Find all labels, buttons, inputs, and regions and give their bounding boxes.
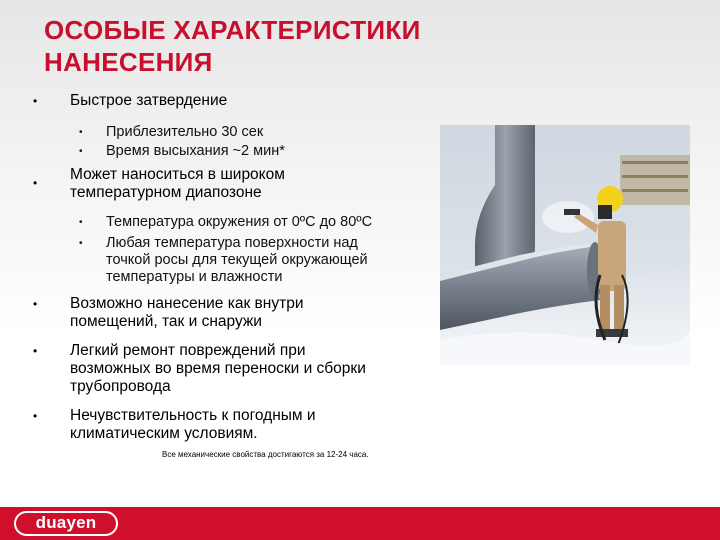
- bullet-1: [33, 92, 228, 110]
- bullet-marker: •: [33, 297, 38, 311]
- bullet-marker: •: [33, 409, 38, 423]
- bullet-3: [33, 295, 304, 331]
- sub-bullet-2-1-text: Температура окружения от 0ºC до 80ºC: [106, 214, 373, 230]
- photo-worker-leg: [614, 285, 624, 333]
- bullet-3-line-1: Возможно нанесение как внутри: [70, 295, 304, 312]
- sub-bullet-marker: •: [79, 127, 83, 138]
- photo-crate-slat: [622, 175, 688, 178]
- bullet-5: [33, 407, 316, 443]
- pipeline-photo-illustration: [440, 125, 690, 365]
- bullet-4-line-1: Легкий ремонт повреждений при: [70, 342, 306, 359]
- bullet-2-line-2: температурном диапозоне: [70, 184, 262, 201]
- bullet-2-line-1: Может наноситься в широком: [70, 166, 285, 183]
- sub-bullet-2-1: [79, 214, 373, 231]
- bullet-4: [33, 342, 366, 396]
- sub-bullet-1-1-text: Приблезительно 30 сек: [106, 124, 264, 140]
- sub-bullet-1-1: [79, 124, 264, 141]
- photo-worker-boot: [612, 329, 628, 337]
- sub-bullet-2-2: [79, 235, 368, 286]
- bullet-3-line-2: помещений, так и снаружи: [70, 313, 262, 330]
- pipeline-photo: [440, 125, 690, 365]
- sub-bullet-1-2-text: Время высыхания ~2 мин*: [106, 143, 285, 159]
- footer-bar: [0, 507, 720, 540]
- slide-title-line-1: ОСОБЫЕ ХАРАКТЕРИСТИКИ: [44, 15, 421, 45]
- bullet-marker: •: [33, 176, 38, 190]
- photo-worker-body: [598, 221, 626, 291]
- sub-bullet-marker: •: [79, 238, 83, 249]
- bullet-marker: •: [33, 94, 38, 108]
- sub-bullet-marker: •: [79, 146, 83, 157]
- sub-bullet-2-2-line-3: температуры и влажности: [106, 269, 283, 285]
- sub-bullet-1-2: [79, 143, 285, 160]
- bullet-5-line-1: Нечувствительность к погодным и: [70, 407, 316, 424]
- bullet-4-line-2: возможных во время переноски и сборки: [70, 360, 366, 377]
- photo-spray-mist: [542, 201, 594, 233]
- sub-bullet-2-2-line-1: Любая температура поверхности над: [106, 235, 358, 251]
- photo-crate-slat: [622, 189, 688, 192]
- photo-spray-gun: [564, 209, 580, 215]
- duayen-logo: duayen: [14, 511, 118, 536]
- photo-crate-slat: [622, 161, 688, 164]
- slide-title-line-2: НАНЕСЕНИЯ: [44, 47, 213, 77]
- photo-worker-visor: [598, 205, 612, 219]
- bullet-2: [33, 166, 285, 202]
- bullet-4-line-3: трубопровода: [70, 378, 171, 395]
- bullet-marker: •: [33, 344, 38, 358]
- footnote: Все механические свойства достигаются за 12-24 часа.: [162, 450, 369, 459]
- bullet-5-line-2: климатическим условиям.: [70, 425, 258, 442]
- bullet-1-text: Быстрое затвердение: [70, 92, 228, 109]
- sub-bullet-marker: •: [79, 217, 83, 228]
- sub-bullet-2-2-line-2: точкой росы для текущей окружающей: [106, 252, 368, 268]
- photo-worker-leg: [600, 285, 610, 333]
